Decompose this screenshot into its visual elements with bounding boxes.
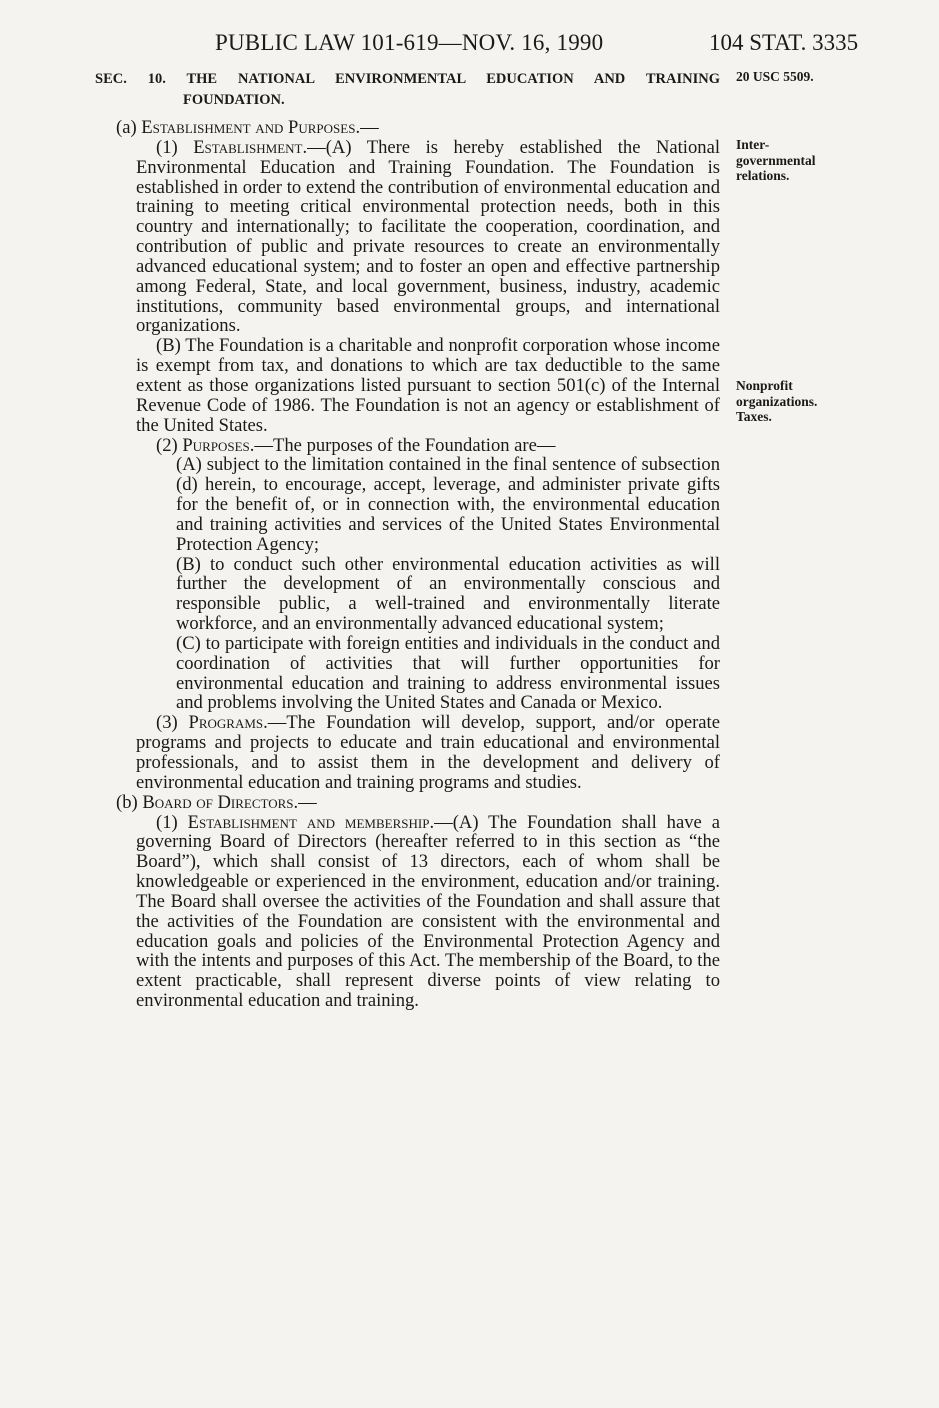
paragraph-number: (3) bbox=[156, 712, 189, 734]
subsection-title: Board of Directors.— bbox=[142, 791, 317, 813]
paragraph-1-establishment bbox=[136, 138, 720, 336]
subsection-b-heading bbox=[116, 793, 720, 813]
margin-note-line: organizations. bbox=[736, 393, 818, 409]
paragraph-text: —(A) The Foundation shall have a governing Board of Directors (hereafter referred to in this section as “the Board”), which shall consist of 13 directors, each of whom shall be knowledgeable or experienced in the environment, education and/or training. The Board shall oversee the activities of the Foundation and shall assure that the activities of the Foundation are consistent with the environmental and education goals and policies of the Environmental Protection Agency and with the intents and purposes of this Act. The membership of the Board, to the extent practicable, shall represent diverse points of view relating to environmental education and training. bbox=[136, 811, 720, 1012]
section-heading-continuation: FOUNDATION. bbox=[183, 92, 285, 108]
subsection-a-heading bbox=[116, 118, 720, 138]
paragraph-text: —The Foundation will develop, support, and/or operate programs and projects to educate and train educational and environmental professionals, and to assist them in the development and delivery of environmental education and training programs and studies. bbox=[136, 712, 720, 793]
margin-note-line: Nonprofit bbox=[736, 378, 793, 393]
margin-note-line: Taxes. bbox=[736, 409, 772, 424]
margin-note-nonprofit bbox=[736, 378, 896, 425]
margin-note-line: relations. bbox=[736, 168, 790, 183]
paragraph-label: Establishment and membership. bbox=[187, 811, 435, 833]
page-header-stat: 104 STAT. 3335 bbox=[709, 30, 859, 55]
paragraph-text: —The purposes of the Foundation are— bbox=[254, 434, 556, 456]
paragraph-label: Purposes. bbox=[182, 434, 255, 456]
paragraph-number: (1) bbox=[156, 811, 188, 833]
section-heading: SEC. 10. THE NATIONAL ENVIRONMENTAL EDUCATION AND TRAINING bbox=[95, 71, 720, 87]
margin-note-usc-text: 20 USC 5509. bbox=[736, 69, 814, 84]
clause-2b: (B) to conduct such other environmental education activities as will further the development of an environmentally conscious and responsible public, a well-trained and environmentally literate workforce, and an environmentally advanced educational system; bbox=[176, 553, 720, 635]
subsection-title: Establishment and Purposes.— bbox=[141, 117, 379, 138]
paragraph-label: Programs. bbox=[188, 712, 268, 734]
paragraph-text: —(A) There is hereby established the National Environmental Education and Training Foundation. The Foundation is established in order to extend the contribution of environmental education and training to meeting critical environmental protection needs, both in this country and internationally; to facilitate the cooperation, coordination, and contribution of public and private resources to create an environmentally advanced educational system; and to foster an open and effective partnership among Federal, State, and local government, business, industry, academic institutions, community based environmental groups, and international organizations. bbox=[136, 136, 720, 337]
paragraph-label: Establishment. bbox=[193, 136, 308, 158]
paragraph-1b-nonprofit: (B) The Foundation is a charitable and nonprofit corporation whose income is exempt from tax, and donations to which are tax deductible to the same extent as those organizations listed pursuant to section 501(c) of the Internal Revenue Code of 1986. The Foundation is not an agency or establishment of the United States. bbox=[136, 335, 720, 436]
page-header-title: PUBLIC LAW 101-619—NOV. 16, 1990 bbox=[215, 30, 604, 55]
subsection-number: (b) bbox=[116, 791, 143, 813]
paragraph-number: (1) bbox=[156, 136, 194, 158]
margin-note-line: Inter- bbox=[736, 137, 770, 152]
paragraph-3-programs bbox=[136, 713, 720, 792]
margin-note-intergovernmental bbox=[736, 137, 896, 184]
document-body bbox=[116, 117, 720, 1012]
clause-2a: (A) subject to the limitation contained in the final sentence of subsection (d) herein, to encourage, accept, leverage, and administer private gifts for the benefit of, or in connection with, the environmental education and training activities and services of the United States Environmental Protection Agency; bbox=[176, 454, 720, 555]
paragraph-2-purposes bbox=[136, 436, 720, 456]
paragraph-b1-establishment-membership bbox=[136, 813, 720, 1011]
margin-note-usc bbox=[736, 69, 896, 85]
margin-note-line: governmental bbox=[736, 152, 816, 168]
subsection-number: (a) bbox=[116, 117, 142, 138]
paragraph-number: (2) bbox=[156, 434, 183, 456]
clause-2c: (C) to participate with foreign entities and individuals in the conduct and coordination of activities that will further opportunities for environmental education and training to address environmental issues and problems involving the United States and Canada or Mexico. bbox=[176, 632, 720, 714]
